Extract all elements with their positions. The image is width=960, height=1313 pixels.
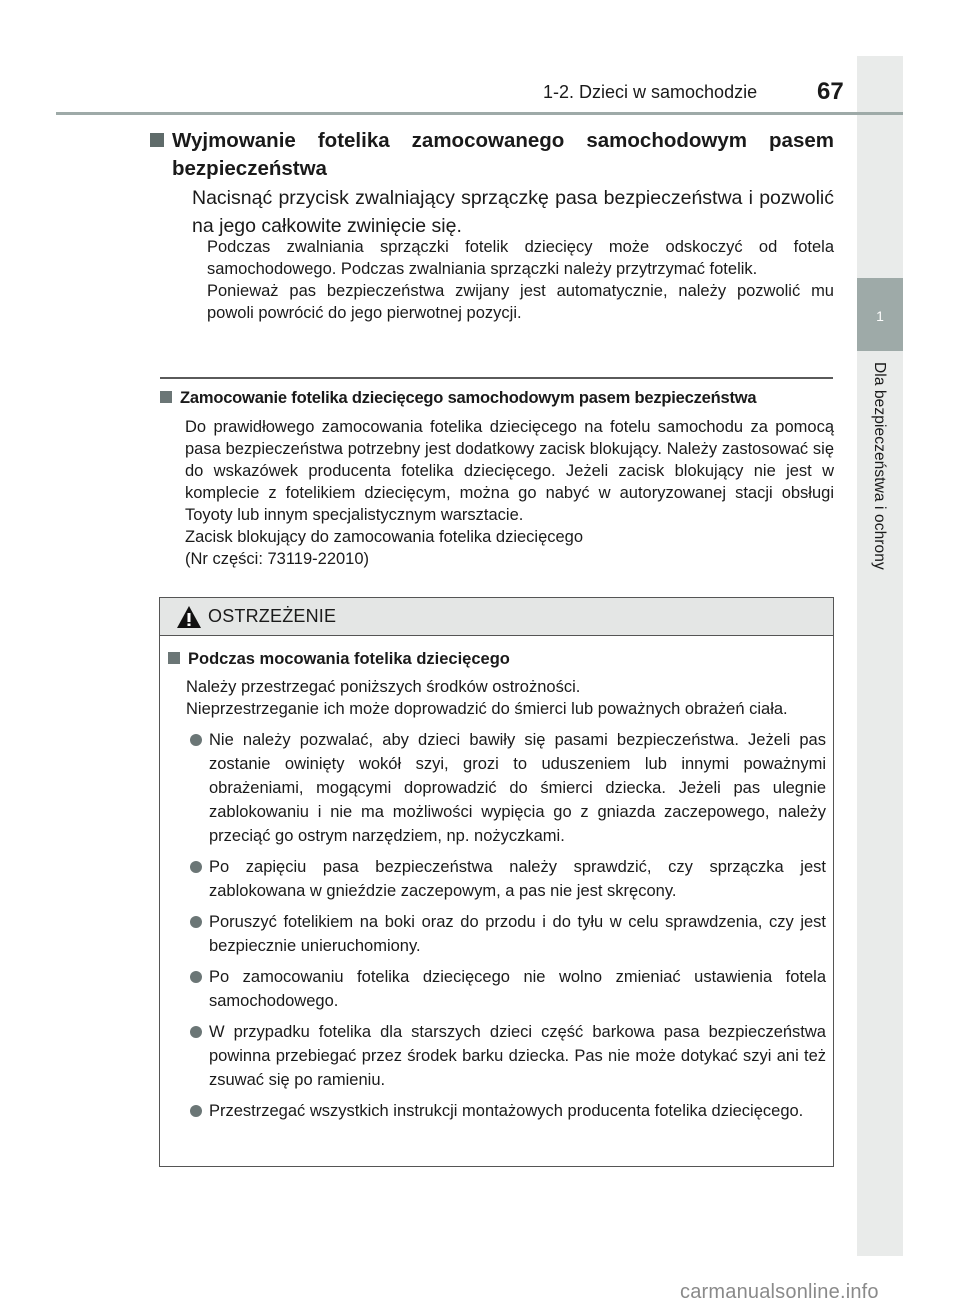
section2-heading <box>160 387 840 409</box>
section1-lead: Nacisnąć przycisk zwalniający sprzączkę pasa bezpieczeństwa i pozwolić na jego całkowite zwinięcie się. <box>192 187 834 237</box>
square-bullet-icon <box>150 133 164 147</box>
section1-heading <box>172 127 834 183</box>
warning-bullet <box>190 728 826 848</box>
warning-bullet <box>190 1020 826 1092</box>
warning-bullet-text: Poruszyć fotelikiem na boki oraz do przodu i do tyłu w celu sprawdzenia, czy jest bezpiecznie unieruchomiony. <box>209 913 826 955</box>
warning-subheading-text: Podczas mocowania fotelika dziecięcego <box>188 650 510 668</box>
warning-bullet <box>190 1099 826 1123</box>
running-header-title: 1-2. Dzieci w samochodzie <box>543 82 758 102</box>
warning-bullet-text: Po zamocowaniu fotelika dziecięcego nie wolno zmieniać ustawienia fotela samochodowego. <box>209 968 826 1010</box>
square-bullet-icon <box>160 391 172 403</box>
warning-triangle-icon <box>176 605 202 629</box>
page-number: 67 <box>817 78 844 105</box>
section2-body <box>185 416 834 570</box>
round-bullet-icon <box>190 861 202 873</box>
section2-heading-text: Zamocowanie fotelika dziecięcego samochodowym pasem bezpieczeństwa <box>180 389 757 407</box>
header-rule <box>56 112 903 115</box>
warning-intro <box>186 676 826 720</box>
warning-intro-line: Nieprzestrzeganie ich może doprowadzić do śmierci lub poważnych obrażeń ciała. <box>186 700 788 718</box>
section1-heading-text: Wyjmowanie fotelika zamocowanego samochodowym pasem bezpieczeństwa <box>172 129 834 180</box>
side-tab-background <box>857 56 903 1256</box>
section2-paragraph: Do prawidłowego zamocowania fotelika dziecięcego na fotelu samochodu za pomocą pasa bezpieczeństwa potrzebny jest dodatkowy zacisk blokujący. Należy zastosować się do wskazówek producenta fotelika dziecięcego. Jeżeli zacisk blokujący nie jest w komplecie z fotelikiem dziecięcym, można go nabyć w autoryzowanej stacji obsługi Toyoty lub innym specjalistycznym warsztacie. <box>185 418 834 524</box>
warning-bullet-text: W przypadku fotelika dla starszych dzieci część barkowa pasa bezpieczeństwa powinna przebiegać przez środek barku dziecka. Pas nie może dotykać szyi ani też zsuwać się po ramieniu. <box>209 1023 826 1089</box>
section1-note: Ponieważ pas bezpieczeństwa zwijany jest automatycznie, należy pozwolić mu powoli powrócić do jego pierwotnej pozycji. <box>207 282 834 322</box>
warning-box <box>159 597 834 1167</box>
warning-bullet <box>190 855 826 903</box>
round-bullet-icon <box>190 1026 202 1038</box>
watermark: carmanualsonline.info <box>680 1281 879 1303</box>
round-bullet-icon <box>190 916 202 928</box>
warning-subheading <box>168 648 817 670</box>
warning-body <box>160 636 833 1123</box>
round-bullet-icon <box>190 971 202 983</box>
side-tab-chapter-number: 1 <box>857 278 903 351</box>
side-tab-chapter-label: Dla bezpieczeństwa i ochrony <box>871 362 888 570</box>
warning-intro-line: Należy przestrzegać poniższych środków ostrożności. <box>186 678 581 696</box>
warning-bullet <box>190 965 826 1013</box>
section-divider <box>160 377 833 379</box>
round-bullet-icon <box>190 1105 202 1117</box>
square-bullet-icon <box>168 652 180 664</box>
section1-note: Podczas zwalniania sprzączki fotelik dziecięcy może odskoczyć od fotela samochodowego. Podczas zwalniania sprzączki należy przytrzymać fotelik. <box>207 238 834 278</box>
warning-header <box>160 598 833 636</box>
warning-bullet-text: Nie należy pozwalać, aby dzieci bawiły się pasami bezpieczeństwa. Jeżeli pas zostanie owinięty wokół szyi, grozi to uduszeniem lub innymi poważnymi obrażeniami, mogącymi doprowadzić do śmierci dziecka. Jeżeli pas ulegnie zablokowaniu i nie ma możliwości wypięcia go z gniazda zaczepowego, należy przeciąć go ostrym narzędziem, np. nożyczkami. <box>209 731 826 845</box>
warning-bullet-list <box>190 728 826 1123</box>
part-number: (Nr części: 73119-22010) <box>185 550 370 568</box>
section1-notes <box>207 236 834 324</box>
part-label: Zacisk blokujący do zamocowania fotelika dziecięcego <box>185 528 584 546</box>
warning-bullet <box>190 910 826 958</box>
warning-title: OSTRZEŻENIE <box>208 606 337 626</box>
warning-bullet-text: Przestrzegać wszystkich instrukcji montażowych producenta fotelika dziecięcego. <box>209 1102 804 1120</box>
round-bullet-icon <box>190 734 202 746</box>
warning-bullet-text: Po zapięciu pasa bezpieczeństwa należy sprawdzić, czy sprzączka jest zablokowana w gnieździe zaczepowym, a pas nie jest skręcony. <box>209 858 826 900</box>
